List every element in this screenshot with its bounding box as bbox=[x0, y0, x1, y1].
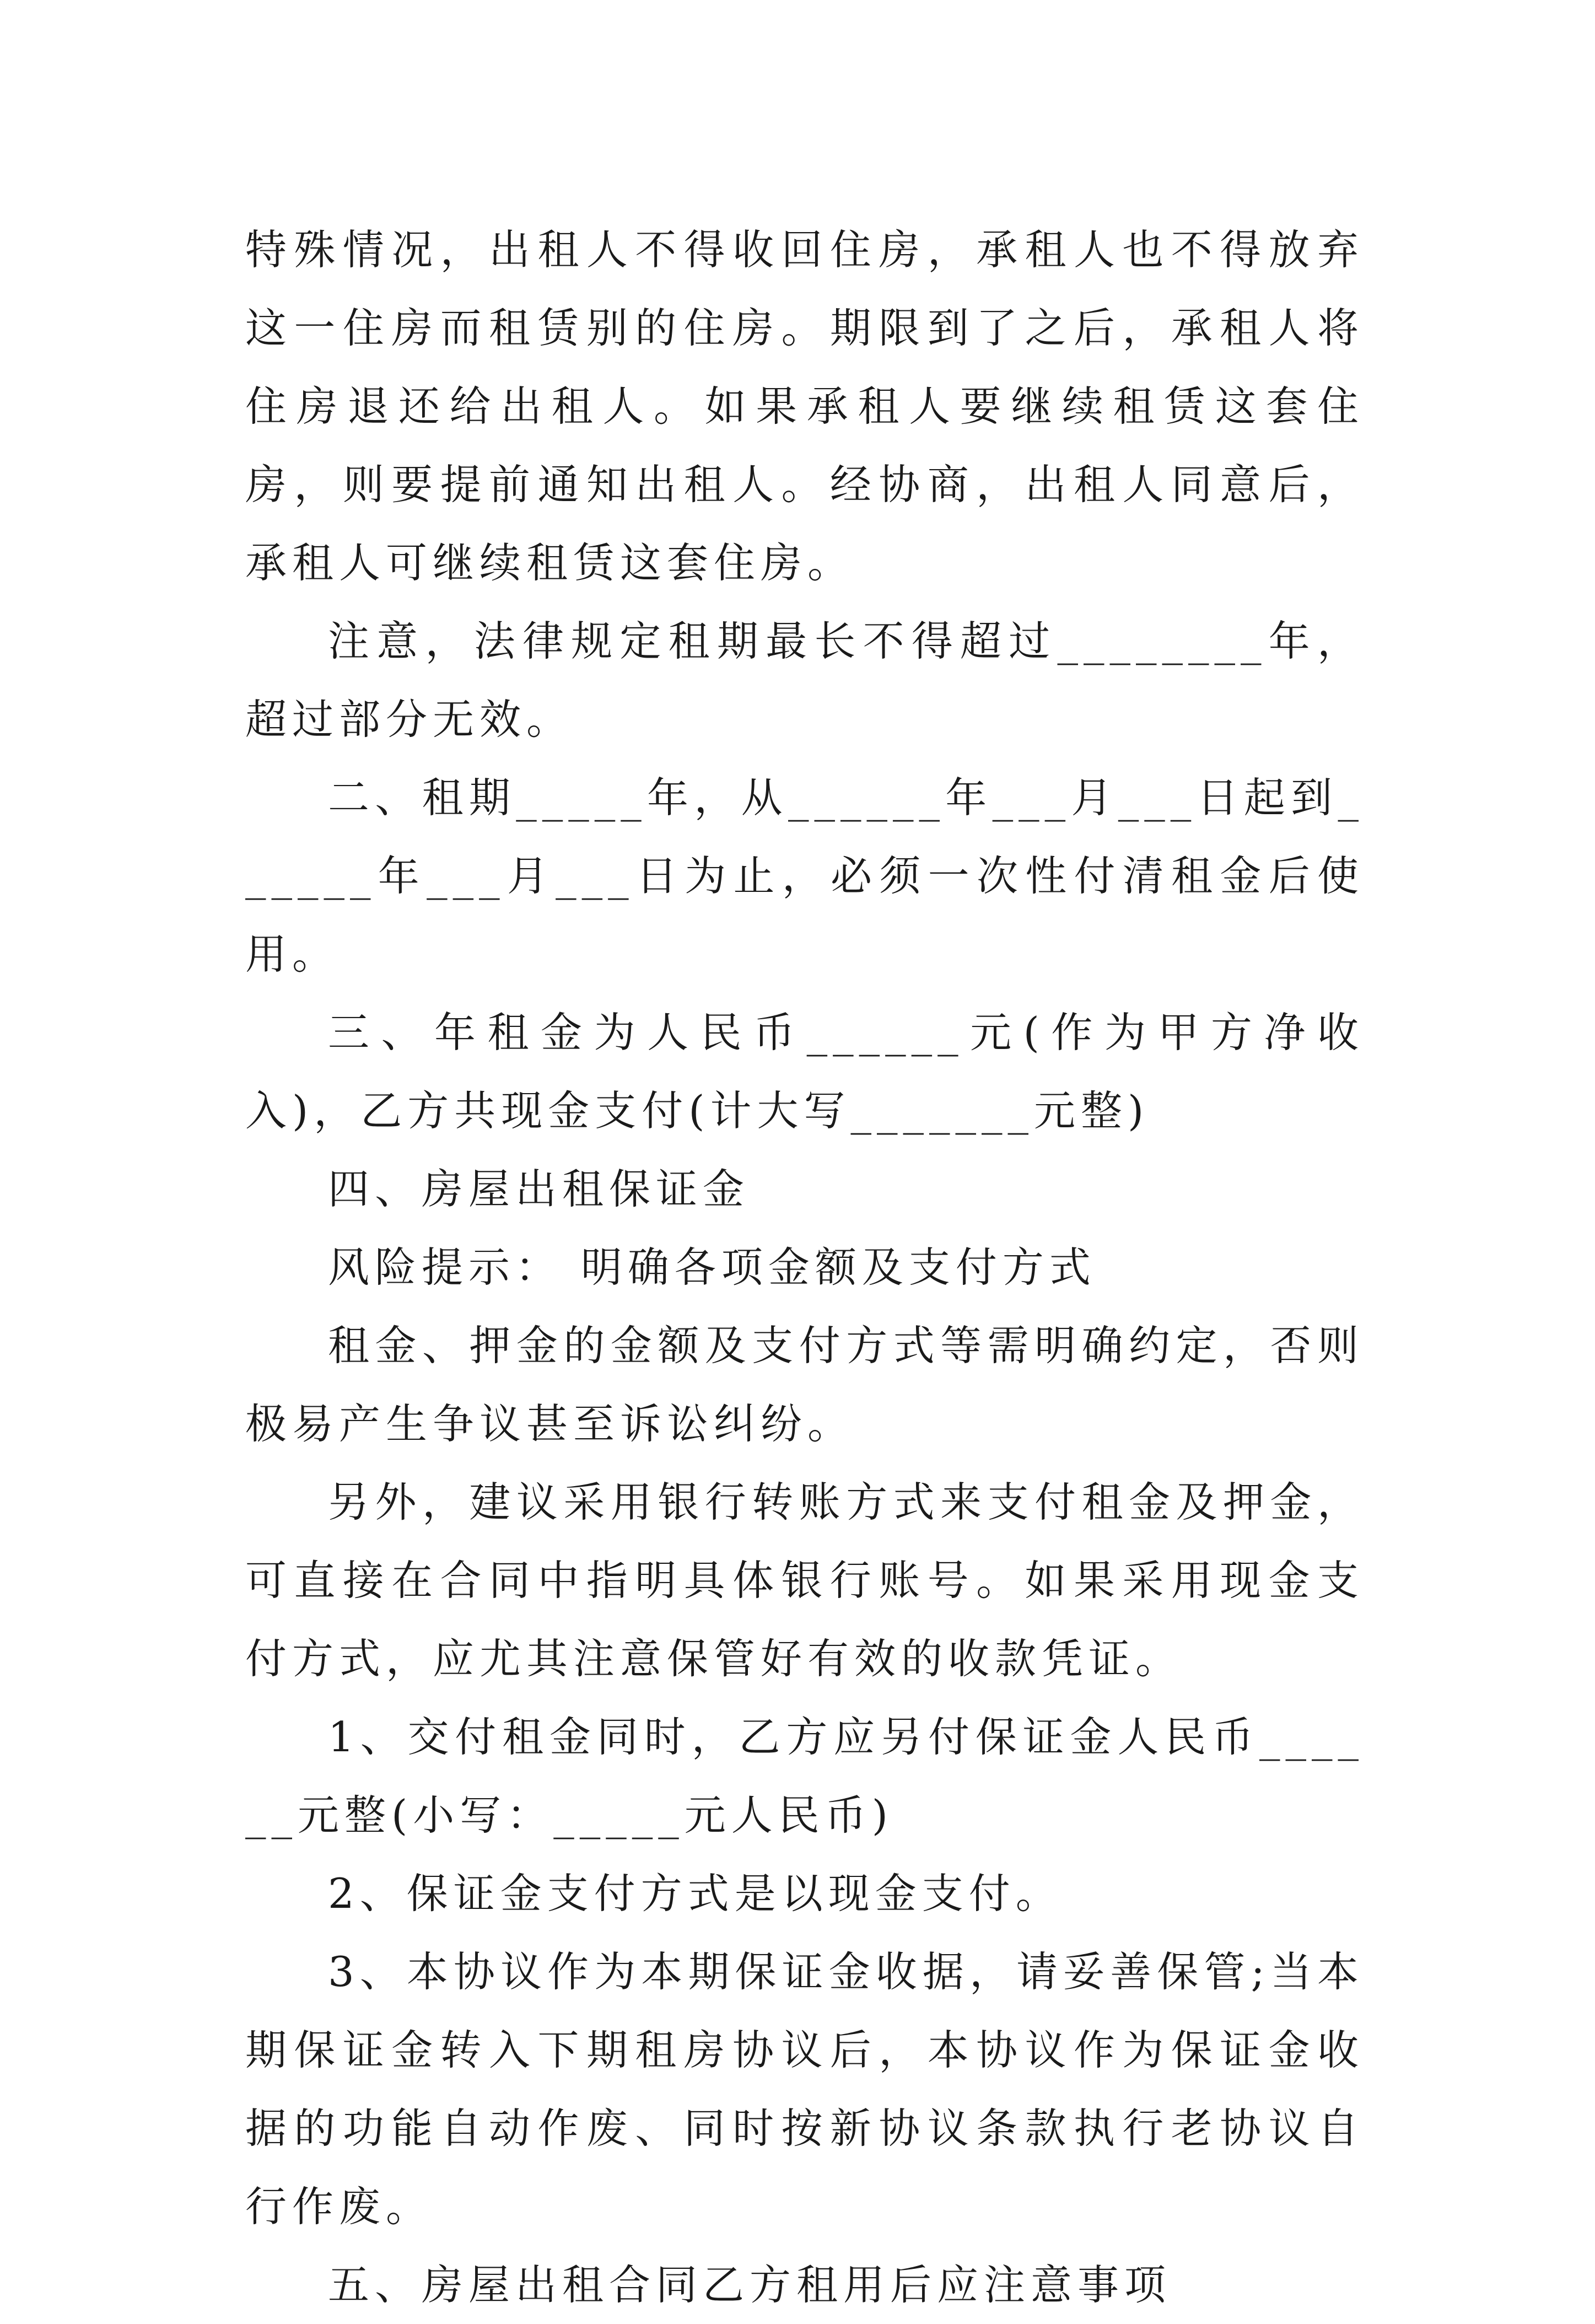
paragraph-bank-transfer-advice: 另外，建议采用银行转账方式来支付租金及押金，可直接在合同中指明具体银行账号。如果采用现金支付方式，应尤其注意保管好有效的收款凭证。 bbox=[245, 1478, 1364, 1683]
risk-tip-heading: 风险提示： 明确各项金额及支付方式 bbox=[328, 1243, 1096, 1292]
paragraph-continuation: 特殊情况，出租人不得收回住房，承租人也不得放弃这一住房而租赁别的住房。期限到了之后，承租人将住房退还给出租人。如果承租人要继续租赁这套住房，则要提前通知出租人。经协商，出租人同意后，承租人可继续租赁这套住房。 bbox=[245, 225, 1364, 587]
paragraph-risk-tip: 租金、押金的金额及支付方式等需明确约定，否则极易产生争议甚至诉讼纠纷。 bbox=[245, 1321, 1364, 1448]
section-heading-tenant-notes: 五、房屋出租合同乙方租用后应注意事项 bbox=[328, 2261, 1172, 2309]
document-body bbox=[245, 211, 1364, 2324]
clause-deposit-payment-method: 2、保证金支付方式是以现金支付。 bbox=[328, 1869, 1063, 1918]
paragraph-lease-limit-note: 注意，法律规定租期最长不得超过________年，超过部分无效。 bbox=[245, 617, 1364, 744]
paragraph-annual-rent: 三、年租金为人民币______元(作为甲方净收入)，乙方共现金支付(计大写_______元整) bbox=[245, 1008, 1364, 1135]
section-heading-deposit: 四、房屋出租保证金 bbox=[328, 1165, 750, 1213]
clause-deposit-amount: 1、交付租金同时，乙方应另付保证金人民币______元整(小写：_____元人民币) bbox=[245, 1713, 1364, 1839]
clause-deposit-receipt: 3、本协议作为本期保证金收据，请妥善保管;当本期保证金转入下期租房协议后，本协议作为保证金收据的功能自动作废、同时按新协议条款执行老协议自行作废。 bbox=[245, 1948, 1364, 2231]
paragraph-lease-term: 二、租期_____年，从______年___月___日起到______年___月___日为止，必须一次性付清租金后使用。 bbox=[245, 773, 1364, 978]
